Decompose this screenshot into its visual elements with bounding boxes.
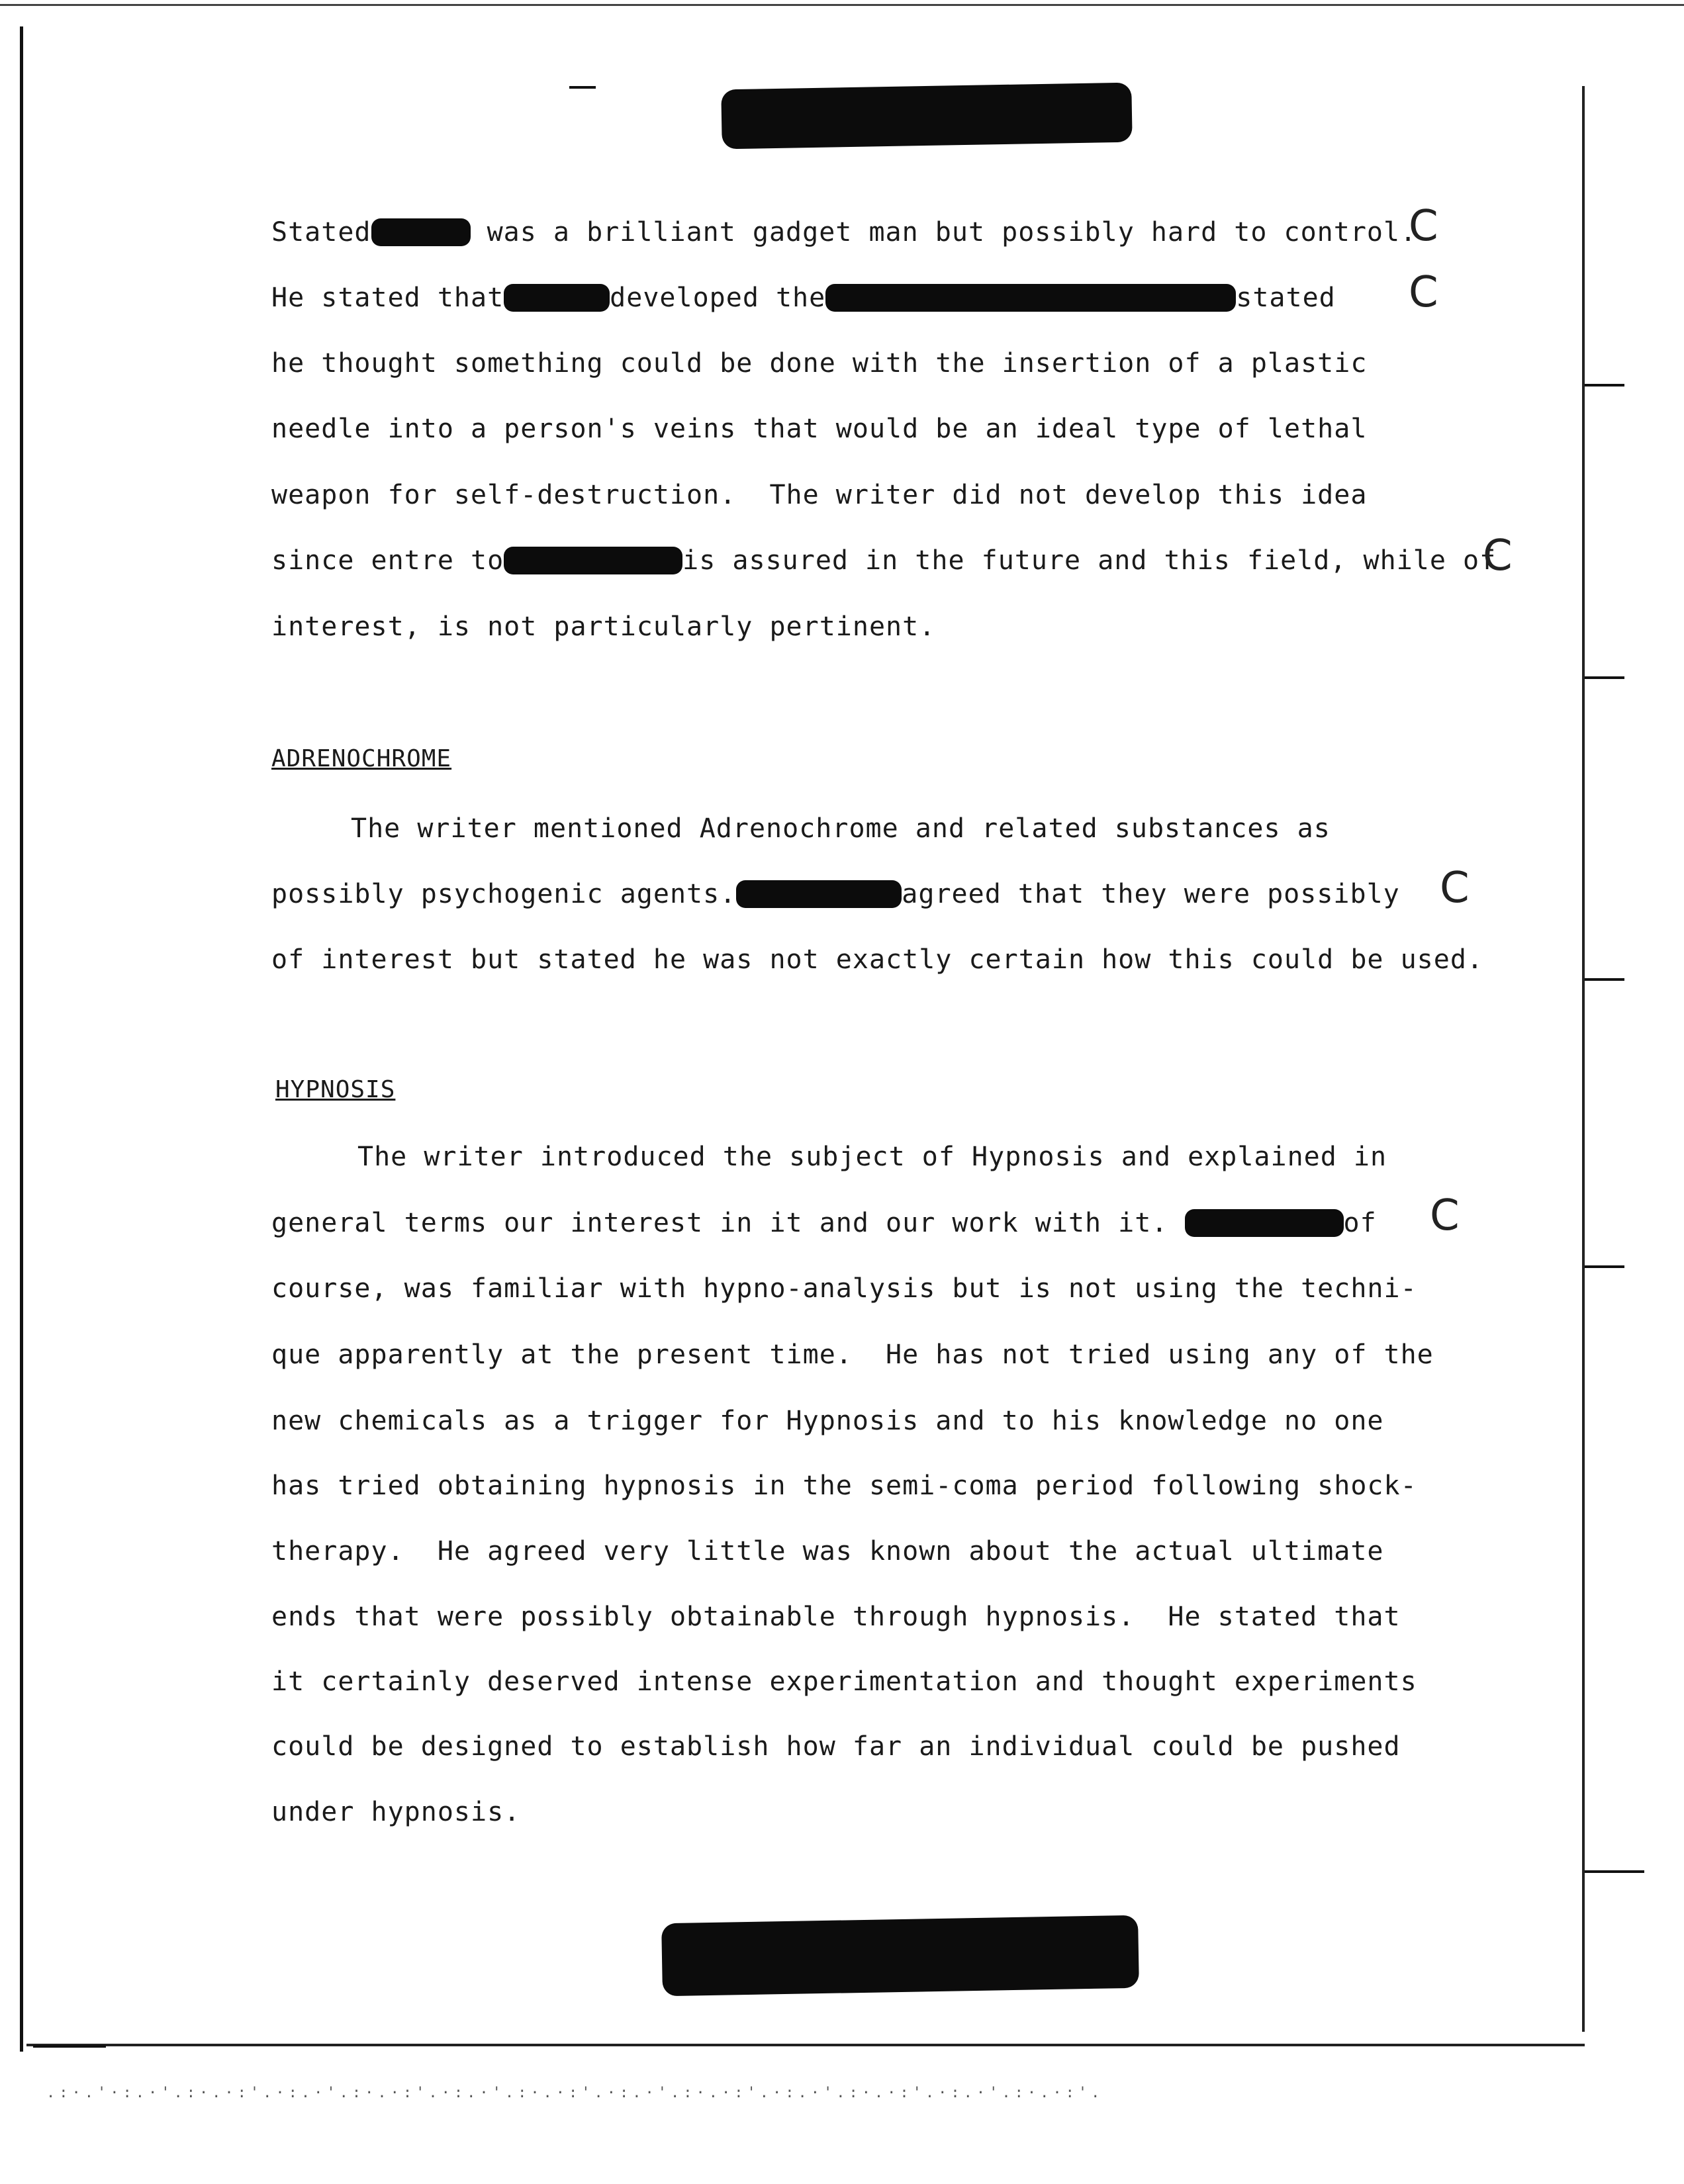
paragraph-1-line-4: needle into a person's veins that would be an ideal type of lethal — [271, 414, 1368, 444]
margin-tick — [1585, 676, 1624, 679]
margin-mark: C — [1440, 864, 1470, 913]
classification-redaction-bottom — [661, 1915, 1139, 1997]
margin-mark: C — [1409, 202, 1438, 251]
adrenochrome-line-2: possibly psychogenic agents. agreed that they were possibly — [271, 879, 1400, 909]
paragraph-1-line-2: He stated that developed the stated — [271, 283, 1336, 313]
hypnosis-line-3: course, was familiar with hypno-analysis but is not using the techni- — [271, 1273, 1417, 1304]
margin-tick — [33, 2045, 106, 2048]
page-border-right — [1582, 86, 1585, 2032]
name-redaction — [371, 218, 471, 246]
hypnosis-line-10: could be designed to establish how far an individual could be pushed — [271, 1731, 1401, 1762]
margin-mark: C — [1430, 1191, 1460, 1240]
name-redaction — [825, 284, 1236, 312]
hypnosis-line-4: que apparently at the present time. He has not tried using any of the — [271, 1340, 1434, 1370]
scan-edge-top — [0, 4, 1684, 6]
hypnosis-line-8: ends that were possibly obtainable through hypnosis. He stated that — [271, 1602, 1401, 1632]
classification-redaction-top — [721, 83, 1132, 150]
section-heading-adrenochrome: ADRENOCHROME — [271, 745, 452, 772]
scan-noise: .:·.'·:.·'.:·.·:'.·:.·'.:·.·:'.·:.·'.:·.·:'.·:.·'.:·.·:'.·:.·'.:·.·:'.·:.·'.:·.·:'. — [46, 2085, 1104, 2101]
margin-mark: C — [1483, 531, 1513, 580]
hypnosis-line-6: has tried obtaining hypnosis in the semi-coma period following shock- — [271, 1471, 1417, 1501]
paragraph-1-line-5: weapon for self-destruction. The writer did not develop this idea — [271, 480, 1368, 510]
adrenochrome-line-1: The writer mentioned Adrenochrome and related substances as — [351, 813, 1331, 844]
hypnosis-line-5: new chemicals as a trigger for Hypnosis and to his knowledge no one — [271, 1406, 1384, 1436]
margin-tick — [1585, 1870, 1644, 1873]
page-border-bottom — [26, 2044, 1585, 2046]
scan-edge-left — [20, 26, 23, 2052]
name-redaction — [1185, 1209, 1344, 1237]
margin-tick — [569, 86, 596, 89]
margin-mark: C — [1409, 268, 1438, 317]
hypnosis-line-1: The writer introduced the subject of Hypnosis and explained in — [357, 1142, 1387, 1172]
hypnosis-line-9: it certainly deserved intense experimentation and thought experiments — [271, 1666, 1417, 1697]
hypnosis-line-11: under hypnosis. — [271, 1797, 521, 1827]
paragraph-1-line-1: Stated was a brilliant gadget man but possibly hard to control. — [271, 217, 1417, 248]
hypnosis-line-7: therapy. He agreed very little was known about the actual ultimate — [271, 1536, 1384, 1567]
section-heading-hypnosis: HYPNOSIS — [275, 1076, 396, 1103]
name-redaction — [736, 880, 902, 908]
name-redaction — [504, 547, 682, 574]
margin-tick — [1585, 384, 1624, 387]
paragraph-1-line-3: he thought something could be done with the insertion of a plastic — [271, 348, 1368, 379]
margin-tick — [1585, 978, 1624, 981]
name-redaction — [504, 284, 610, 312]
adrenochrome-line-3: of interest but stated he was not exactly certain how this could be used. — [271, 944, 1483, 975]
paragraph-1-line-7: interest, is not particularly pertinent. — [271, 612, 936, 642]
margin-tick — [1585, 1265, 1624, 1268]
hypnosis-line-2: general terms our interest in it and our work with it. of — [271, 1208, 1377, 1238]
paragraph-1-line-6: since entre to is assured in the future and this field, while of — [271, 545, 1497, 576]
